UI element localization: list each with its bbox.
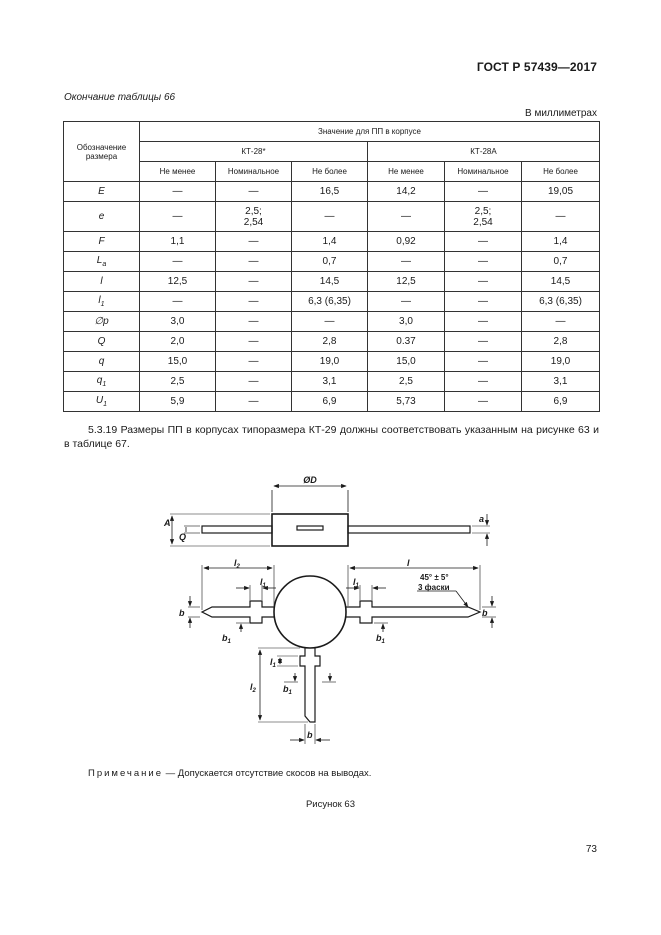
value-cell: 5,9 [140, 392, 216, 412]
value-cell: 15,0 [368, 352, 445, 372]
table-row [64, 232, 600, 252]
row-symbol: $L_a$ [64, 252, 140, 272]
header-sub: Не более [522, 162, 600, 182]
label-l1-right: $l_1$ [353, 577, 359, 589]
value-cell: — [140, 292, 216, 312]
value-cell: 15,0 [140, 352, 216, 372]
value-cell: 5,73 [368, 392, 445, 412]
value-cell: 2,0 [140, 332, 216, 352]
value-cell: 14,5 [292, 272, 368, 292]
top-view [188, 565, 496, 744]
header-sub: Номинальное [216, 162, 292, 182]
label-A: A [164, 518, 171, 528]
value-cell: — [445, 292, 522, 312]
value-cell: 19,0 [522, 352, 600, 372]
label-l2: $l_2$ [234, 558, 240, 570]
value-cell: 2,5; 2,54 [445, 202, 522, 232]
row-symbol: $q_1$ [64, 372, 140, 392]
value-cell: 0,7 [292, 252, 368, 272]
value-cell: — [216, 332, 292, 352]
label-b1-bottom: $b_1$ [283, 684, 292, 696]
label-b-bottom: b [307, 730, 313, 740]
table-continuation-caption: Окончание таблицы 66 [64, 92, 176, 103]
value-cell: 2,5 [368, 372, 445, 392]
document-standard-header: ГОСТ Р 57439—2017 [476, 60, 597, 74]
label-diameter: ØD [303, 475, 317, 485]
row-symbol: E [64, 182, 140, 202]
value-cell: 3,1 [522, 372, 600, 392]
row-symbol: q [64, 352, 140, 372]
value-cell: — [216, 252, 292, 272]
value-cell: — [445, 312, 522, 332]
row-symbol: $U_1$ [64, 392, 140, 412]
value-cell: 16,5 [292, 182, 368, 202]
row-symbol: Q [64, 332, 140, 352]
value-cell: 19,05 [522, 182, 600, 202]
value-cell: 14,2 [368, 182, 445, 202]
row-symbol: $l_1$ [64, 292, 140, 312]
row-symbol: ∅p [64, 312, 140, 332]
section-paragraph: 5.3.19 Размеры ПП в корпусах типоразмера КТ-29 должны соответствовать указанным на рисунке 63 и в таблице 67. [64, 424, 599, 450]
value-cell: 12,5 [140, 272, 216, 292]
table-row [64, 312, 600, 332]
label-l1-left: $l_1$ [260, 577, 266, 589]
value-cell: 6,9 [292, 392, 368, 412]
side-view [170, 486, 490, 546]
header-package: КТ-28А [368, 142, 600, 162]
header-package: КТ-28* [140, 142, 368, 162]
value-cell: 3,1 [292, 372, 368, 392]
table-row [64, 352, 600, 372]
row-symbol: e [64, 202, 140, 232]
page-number: 73 [585, 844, 597, 855]
value-cell: — [140, 182, 216, 202]
value-cell: — [368, 292, 445, 312]
label-b-left: b [179, 608, 185, 618]
table-row [64, 202, 600, 232]
value-cell: — [445, 252, 522, 272]
value-cell: 1,1 [140, 232, 216, 252]
value-cell: — [216, 372, 292, 392]
value-cell: — [216, 312, 292, 332]
value-cell: 2,5; 2,54 [216, 202, 292, 232]
table-row [64, 252, 600, 272]
header-sub: Номинальное [445, 162, 522, 182]
value-cell: — [445, 182, 522, 202]
value-cell: 12,5 [368, 272, 445, 292]
table-row [64, 332, 600, 352]
value-cell: — [445, 332, 522, 352]
label-l: l [407, 558, 410, 568]
header-sub: Не менее [140, 162, 216, 182]
label-a: a [479, 514, 485, 524]
label-l2-bottom: $l_2$ [250, 682, 256, 694]
value-cell: — [445, 372, 522, 392]
value-cell: — [140, 252, 216, 272]
value-cell: — [216, 392, 292, 412]
table-row [64, 182, 600, 202]
label-b1-right: $b_1$ [376, 633, 385, 645]
value-cell: 6,3 (6,35) [522, 292, 600, 312]
value-cell: 0,92 [368, 232, 445, 252]
value-cell: 1,4 [522, 232, 600, 252]
note-text: — Допускается отсутствие скосов на выводах. [163, 768, 372, 779]
header-sub: Не менее [368, 162, 445, 182]
label-Q: Q [179, 532, 187, 542]
table-row [64, 372, 600, 392]
header-designation: Обозначение размера [64, 122, 140, 182]
value-cell: — [445, 272, 522, 292]
label-b-right: b [482, 608, 488, 618]
value-cell: — [292, 202, 368, 232]
value-cell: 6,3 (6,35) [292, 292, 368, 312]
value-cell: — [216, 272, 292, 292]
value-cell: — [522, 202, 600, 232]
header-value-group: Значение для ПП в корпусе [140, 122, 600, 142]
label-l1-bottom: $l_1$ [270, 657, 276, 669]
value-cell: 0,7 [522, 252, 600, 272]
figure-note [88, 768, 371, 779]
row-symbol: l [64, 272, 140, 292]
value-cell: 3,0 [368, 312, 445, 332]
label-b1-left: $b_1$ [222, 633, 231, 645]
value-cell: 19,0 [292, 352, 368, 372]
table-row [64, 392, 600, 412]
value-cell: 14,5 [522, 272, 600, 292]
value-cell: — [368, 252, 445, 272]
table-row [64, 272, 600, 292]
value-cell: — [292, 312, 368, 332]
label-chamfer-angle: 45° ± 5° [420, 573, 449, 582]
dimensions-table [63, 121, 600, 412]
value-cell: — [216, 232, 292, 252]
value-cell: 6,9 [522, 392, 600, 412]
value-cell: 2,5 [140, 372, 216, 392]
note-label: Примечание [88, 768, 163, 779]
table-row [64, 292, 600, 312]
value-cell: 0.37 [368, 332, 445, 352]
label-chamfer-count: 3 фаски [418, 583, 450, 592]
value-cell: 1,4 [292, 232, 368, 252]
value-cell: — [368, 202, 445, 232]
value-cell: — [445, 232, 522, 252]
row-symbol: F [64, 232, 140, 252]
value-cell: — [522, 312, 600, 332]
package-drawing [150, 470, 510, 750]
value-cell: 3,0 [140, 312, 216, 332]
value-cell: 2,8 [522, 332, 600, 352]
header-sub: Не более [292, 162, 368, 182]
value-cell: — [216, 292, 292, 312]
table-units: В миллиметрах [525, 108, 597, 119]
value-cell: — [445, 392, 522, 412]
value-cell: — [216, 352, 292, 372]
value-cell: — [445, 352, 522, 372]
value-cell: — [140, 202, 216, 232]
value-cell: 2,8 [292, 332, 368, 352]
value-cell: — [216, 182, 292, 202]
figure-caption: Рисунок 63 [305, 799, 356, 810]
